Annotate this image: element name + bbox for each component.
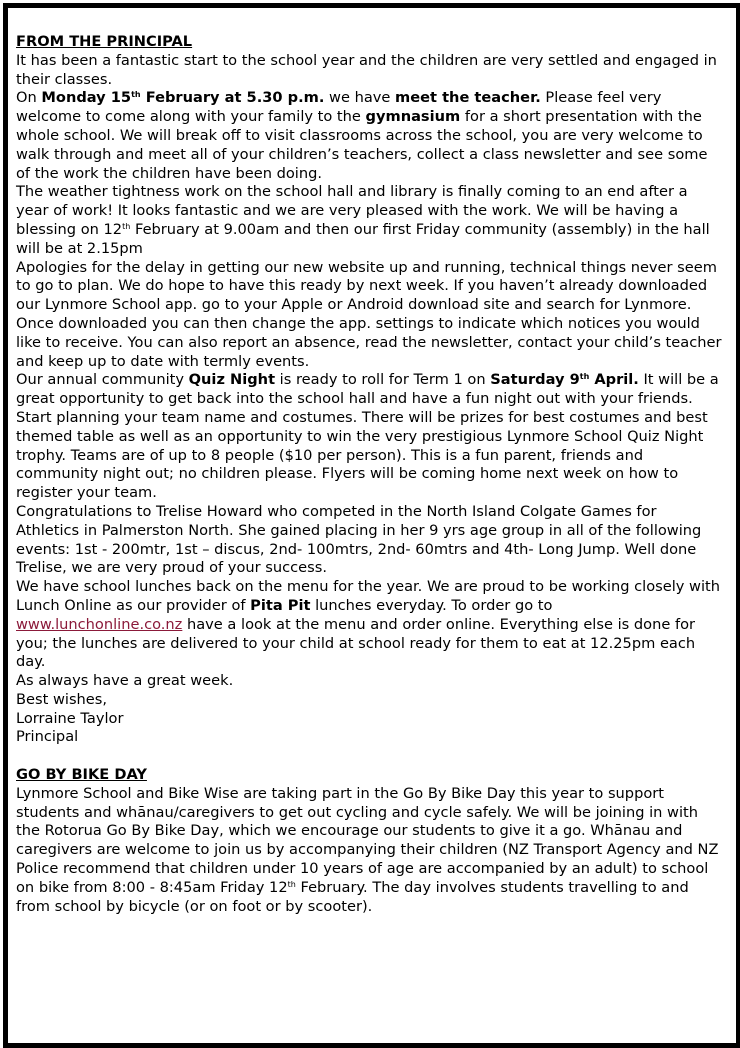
text: Lynmore School and Bike Wise are taking part in the Go By Bike Day this year to support students and whānau/caregivers to get out cycling and cycle safely. We will be joining in with the Rotorua Go By Bike Day, which we encourage our students to give it a go. Whānau and caregivers are welcome to join us by accompanying their children (NZ Transport Agency and NZ Police recommend that children under 10 years of age are accompanied by an adult) to school on bike from 8:00 - 8:45am Friday 12 xyxy=(16,784,719,896)
superscript: th xyxy=(131,90,141,100)
text: On xyxy=(16,89,42,107)
meet-teacher-date xyxy=(41,89,324,106)
text: we have xyxy=(324,89,396,107)
venue-gymnasium: gymnasium xyxy=(365,108,461,126)
intro-paragraph: It has been a fantastic start to the school year and the children are very settled and engaged in their classes. xyxy=(16,51,717,88)
brand-pita-pit: Pita Pit xyxy=(250,596,311,614)
text: Our annual community xyxy=(16,371,189,389)
text: for a short presentation with the whole school. We will break off to visit classrooms across the school, you are very welcome to walk through and meet all of your children’s teachers, collect a class newsletter and see some of the work the children have been doing. xyxy=(16,108,708,182)
text: Monday 15 xyxy=(41,89,132,107)
text: have a look at the menu and order online. Everything else is done for you; the lunches are delivered to your child at school ready for them to eat at 12.25pm each day. xyxy=(16,615,696,671)
lunches-order-paragraph xyxy=(16,616,722,672)
meet-teacher-event: meet the teacher. xyxy=(395,89,541,107)
congratulations-paragraph: Congratulations to Trelise Howard who competed in the North Island Colgate Games for Athletics in Palmerston North. She gained placing in her 9 yrs age group in all of the following events: 1st - 200mtr, 1st – discus, 2nd- 100mtrs, 2nd- 60mtrs and 4th- Long Jump. Well done Trelise, we are very proud of your success. xyxy=(16,502,702,577)
section-gap xyxy=(16,747,722,766)
text: February at 5.30 p.m. xyxy=(140,89,325,107)
principal-name: Lorraine Taylor xyxy=(16,709,124,727)
text: Please feel very welcome to come along with your family to the xyxy=(16,89,662,126)
principal-section xyxy=(16,33,722,747)
quiz-night-event: Quiz Night xyxy=(188,371,276,389)
text: lunches everyday. To order go to xyxy=(310,596,553,614)
lunchonline-link[interactable]: www.lunchonline.co.nz xyxy=(16,615,183,633)
quiz-night-date xyxy=(490,371,639,388)
text: The weather tightness work on the school hall and library is finally coming to an end after a year of work! It looks fantastic and we are very pleased with the work. We will be having a blessing on 12 xyxy=(16,183,688,238)
text: February at 9.00am and then our first Friday community (assembly) in the hall will be at 2.15pm xyxy=(16,220,710,257)
superscript: th xyxy=(287,879,296,889)
quiz-night-paragraph xyxy=(16,371,722,503)
text: Saturday 9 xyxy=(490,371,580,389)
hall-paragraph xyxy=(16,183,722,258)
text: February. The day involves students travelling to and from school by bicycle (or on foot or by scooter). xyxy=(16,878,689,915)
superscript: th xyxy=(579,372,590,382)
bike-day-section xyxy=(16,766,722,916)
text: is ready to roll for Term 1 on xyxy=(275,371,491,389)
text: It will be a great opportunity to get back into the school hall and have a fun night out with your friends. Start planning your team name and costumes. There will be prizes for best costumes and best themed table as well as an opportunity to win the very prestigious Lynmore School Quiz Night trophy. Teams are of up to 8 people ($10 per person). This is a fun parent, friends and community night out; no children please. Flyers will be coming home next week on how to register your team. xyxy=(16,371,719,502)
text: April. xyxy=(589,371,639,389)
lunches-provider-line xyxy=(16,597,722,616)
lunches-paragraph: We have school lunches back on the menu for the year. We are proud to be working closely with xyxy=(16,578,720,596)
meet-teacher-paragraph xyxy=(16,89,722,183)
bike-day-paragraph xyxy=(16,785,722,917)
principal-heading: FROM THE PRINCIPAL xyxy=(16,33,193,50)
superscript: th xyxy=(122,221,131,231)
bike-day-heading: GO BY BIKE DAY xyxy=(16,766,147,784)
principal-role: Principal xyxy=(16,728,79,746)
text: Lunch Online as our provider of xyxy=(16,596,251,614)
newsletter-content xyxy=(16,33,722,916)
website-paragraph: Apologies for the delay in getting our new website up and running, technical things never seem to go to plan. We do hope to have this ready by next week. If you haven’t already downloaded our Lynmore School app. go to your Apple or Android download site and search for Lynmore. Once downloaded you can then change the app. settings to indicate which notices you would like to receive. You can also report an absence, read the newsletter, contact your child’s teacher and keep up to date with termly events. xyxy=(16,258,722,370)
regards: Best wishes, xyxy=(16,690,108,708)
signoff: As always have a great week. xyxy=(16,672,234,690)
